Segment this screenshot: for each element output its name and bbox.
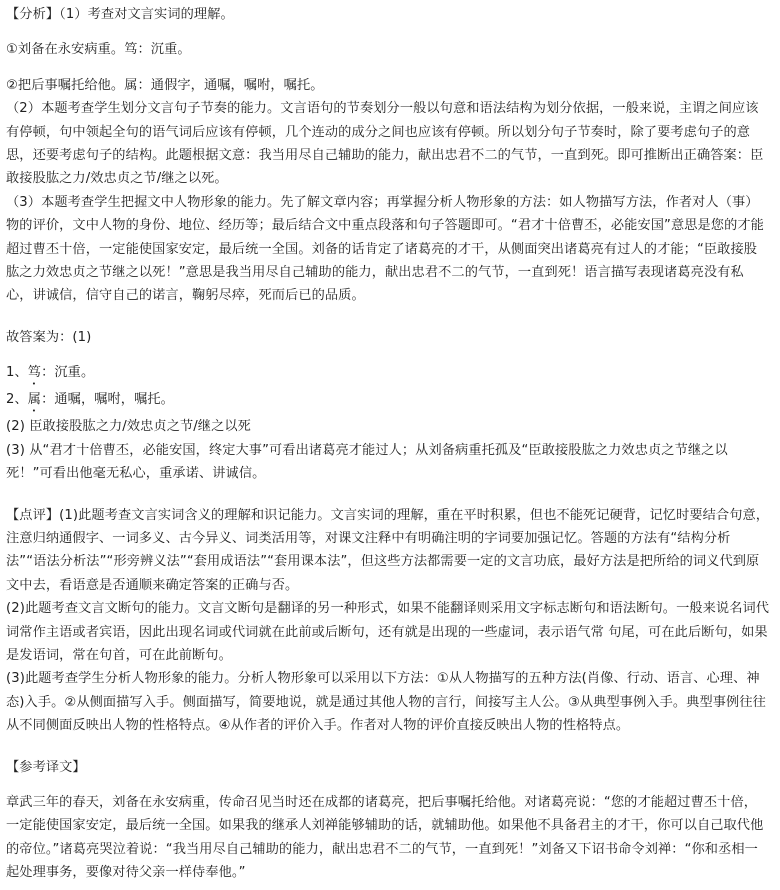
answer-1-number: 1、	[6, 365, 28, 381]
spacer	[6, 349, 770, 361]
answer-line-1	[6, 361, 770, 388]
analysis-item-2: ②把后事嘱托给他。属：通假字，通嘱，嘱咐，嘱托。	[6, 77, 324, 93]
answer-line-3: (2) 臣敢接股肱之力/效忠贞之节/继之以死	[6, 419, 251, 435]
spacer	[6, 308, 770, 326]
answer-1-keyword: 笃	[27, 365, 42, 381]
comment-part-2: (2)此题考查文言文断句的能力。文言文断句是翻译的另一种形式，如果不能翻译则采用文字标志断句和语法断句。一般来说名词代词常作主语或者宾语，因此出现名词或代词就在此前或后断句，还有就是出现的一些虚词，表示语气常 句尾，可在此后断句，如果是发语词，常在句首，可在此前断句。	[6, 601, 770, 663]
answer-intro: 故答案为：(1)	[6, 329, 92, 345]
spacer	[6, 779, 770, 791]
answer-2-meaning: ：通嘱，嘱咐，嘱托。	[41, 392, 174, 408]
comment-part-1: 【点评】(1)此题考查文言实词含义的理解和识记能力。文言实词的理解，重在平时积累，但也不能死记硬背，记忆时要结合句意，注意归纳通假字、一词多义、古今异义、词类活用等，对课文注释中有明确注明的字词要加强记忆。答题的方法有“结构分析法”“语法分析法”“形旁辨义法”“套用成语法”“套用课本法”，但这些方法都需要一定的文言功底，最好方法是把所给的词义代到原文中去，看语意是否通顺来确定答案的正确与否。	[6, 507, 770, 593]
answer-2-number: 2、	[6, 392, 28, 408]
analysis-heading: 【分析】（1）考查对文言实词的理解。	[6, 7, 234, 22]
spacer	[6, 62, 770, 74]
answer-line-4: (3) 从“君才十倍曹丕，必能安国，终定大事”可看出诸葛亮才能过人；从刘备病重托孤及“臣敢接股肱之力效忠贞之节继之以死！”可看出他毫无私心，重承诺、讲诚信。	[6, 442, 728, 482]
answer-line-2	[6, 388, 770, 415]
spacer	[6, 26, 770, 38]
comment-part-3: (3)此题考查学生分析人物形象的能力。分析人物形象可以采用以下方法：①从人物描写的五种方法(肖像、行动、语言、心理、神态)入手。②从侧面描写入手。侧面描写，简要地说，就是通过其他人物的言行，间接写主人公。③从典型事例入手。典型事例往往从不同侧面反映出人物的性格特点。④从作者的评价入手。作者对人物的评价直接反映出人物的性格特点。	[6, 671, 766, 734]
answer-1-meaning: ：沉重。	[41, 365, 95, 381]
answer-2-keyword: 属	[27, 392, 42, 408]
spacer	[6, 738, 770, 756]
translation-body: 章武三年的春天，刘备在永安病重，传命召见当时还在成都的诸葛亮，把后事嘱托给他。对诸葛亮说：“您的才能超过曹丕十倍，一定能使国家安定，最后统一全国。如果我的继承人刘禅能够辅助的话，就辅助他。如果他不具备君主的才干，你可以自己取代他的帝位。”诸葛亮哭泣着说：“我当用尽自己辅助的能力，献出忠君不二的气节，一直到死！”刘备又下诏书命令刘禅：“你和丞相一起处理事务，要像对待父亲一样侍奉他。”	[6, 794, 764, 881]
analysis-item-1: ①刘备在永安病重。笃：沉重。	[6, 42, 191, 58]
translation-heading: 【参考译文】	[6, 759, 86, 775]
analysis-part-3: （3）本题考查学生把握文中人物形象的能力。先了解文章内容；再掌握分析人物形象的方法：如人物描写方法，作者对人（事）物的评价，文中人物的身份、地位、经历等；最后结合文中重点段落和句子答题即可。“君才十倍曹丕，必能安国”意思是您的才能超过曹丕十倍，一定能使国家安定，最后统一全国。刘备的话肯定了诸葛亮的才干，从侧面突出诸葛亮有过人的才能；“臣敢接股肱之力效忠贞之节继之以死！”意思是我当用尽自己辅助的能力，献出忠君不二的气节，一直到死！语言描写表现诸葛亮没有私心，讲诚信，信守自己的诺言，鞠躬尽瘁，死而后已的品质。	[6, 194, 764, 304]
analysis-part-2: （2）本题考查学生划分文言句子节奏的能力。文言语句的节奏划分一般以句意和语法结构为划分依据，一般来说，主谓之间应该有停顿，句中领起全句的语气词后应该有停顿，几个连动的成分之间也应该有停顿。所以划分句子节奏时，除了要考虑句子的意思，还要考虑句子的结构。此题根据文意：我当用尽自己辅助的能力，献出忠君不二的气节，一直到死。即可推断出正确答案：臣敢接股肱之力/效忠贞之节/继之以死。	[6, 101, 764, 187]
spacer	[6, 486, 770, 504]
